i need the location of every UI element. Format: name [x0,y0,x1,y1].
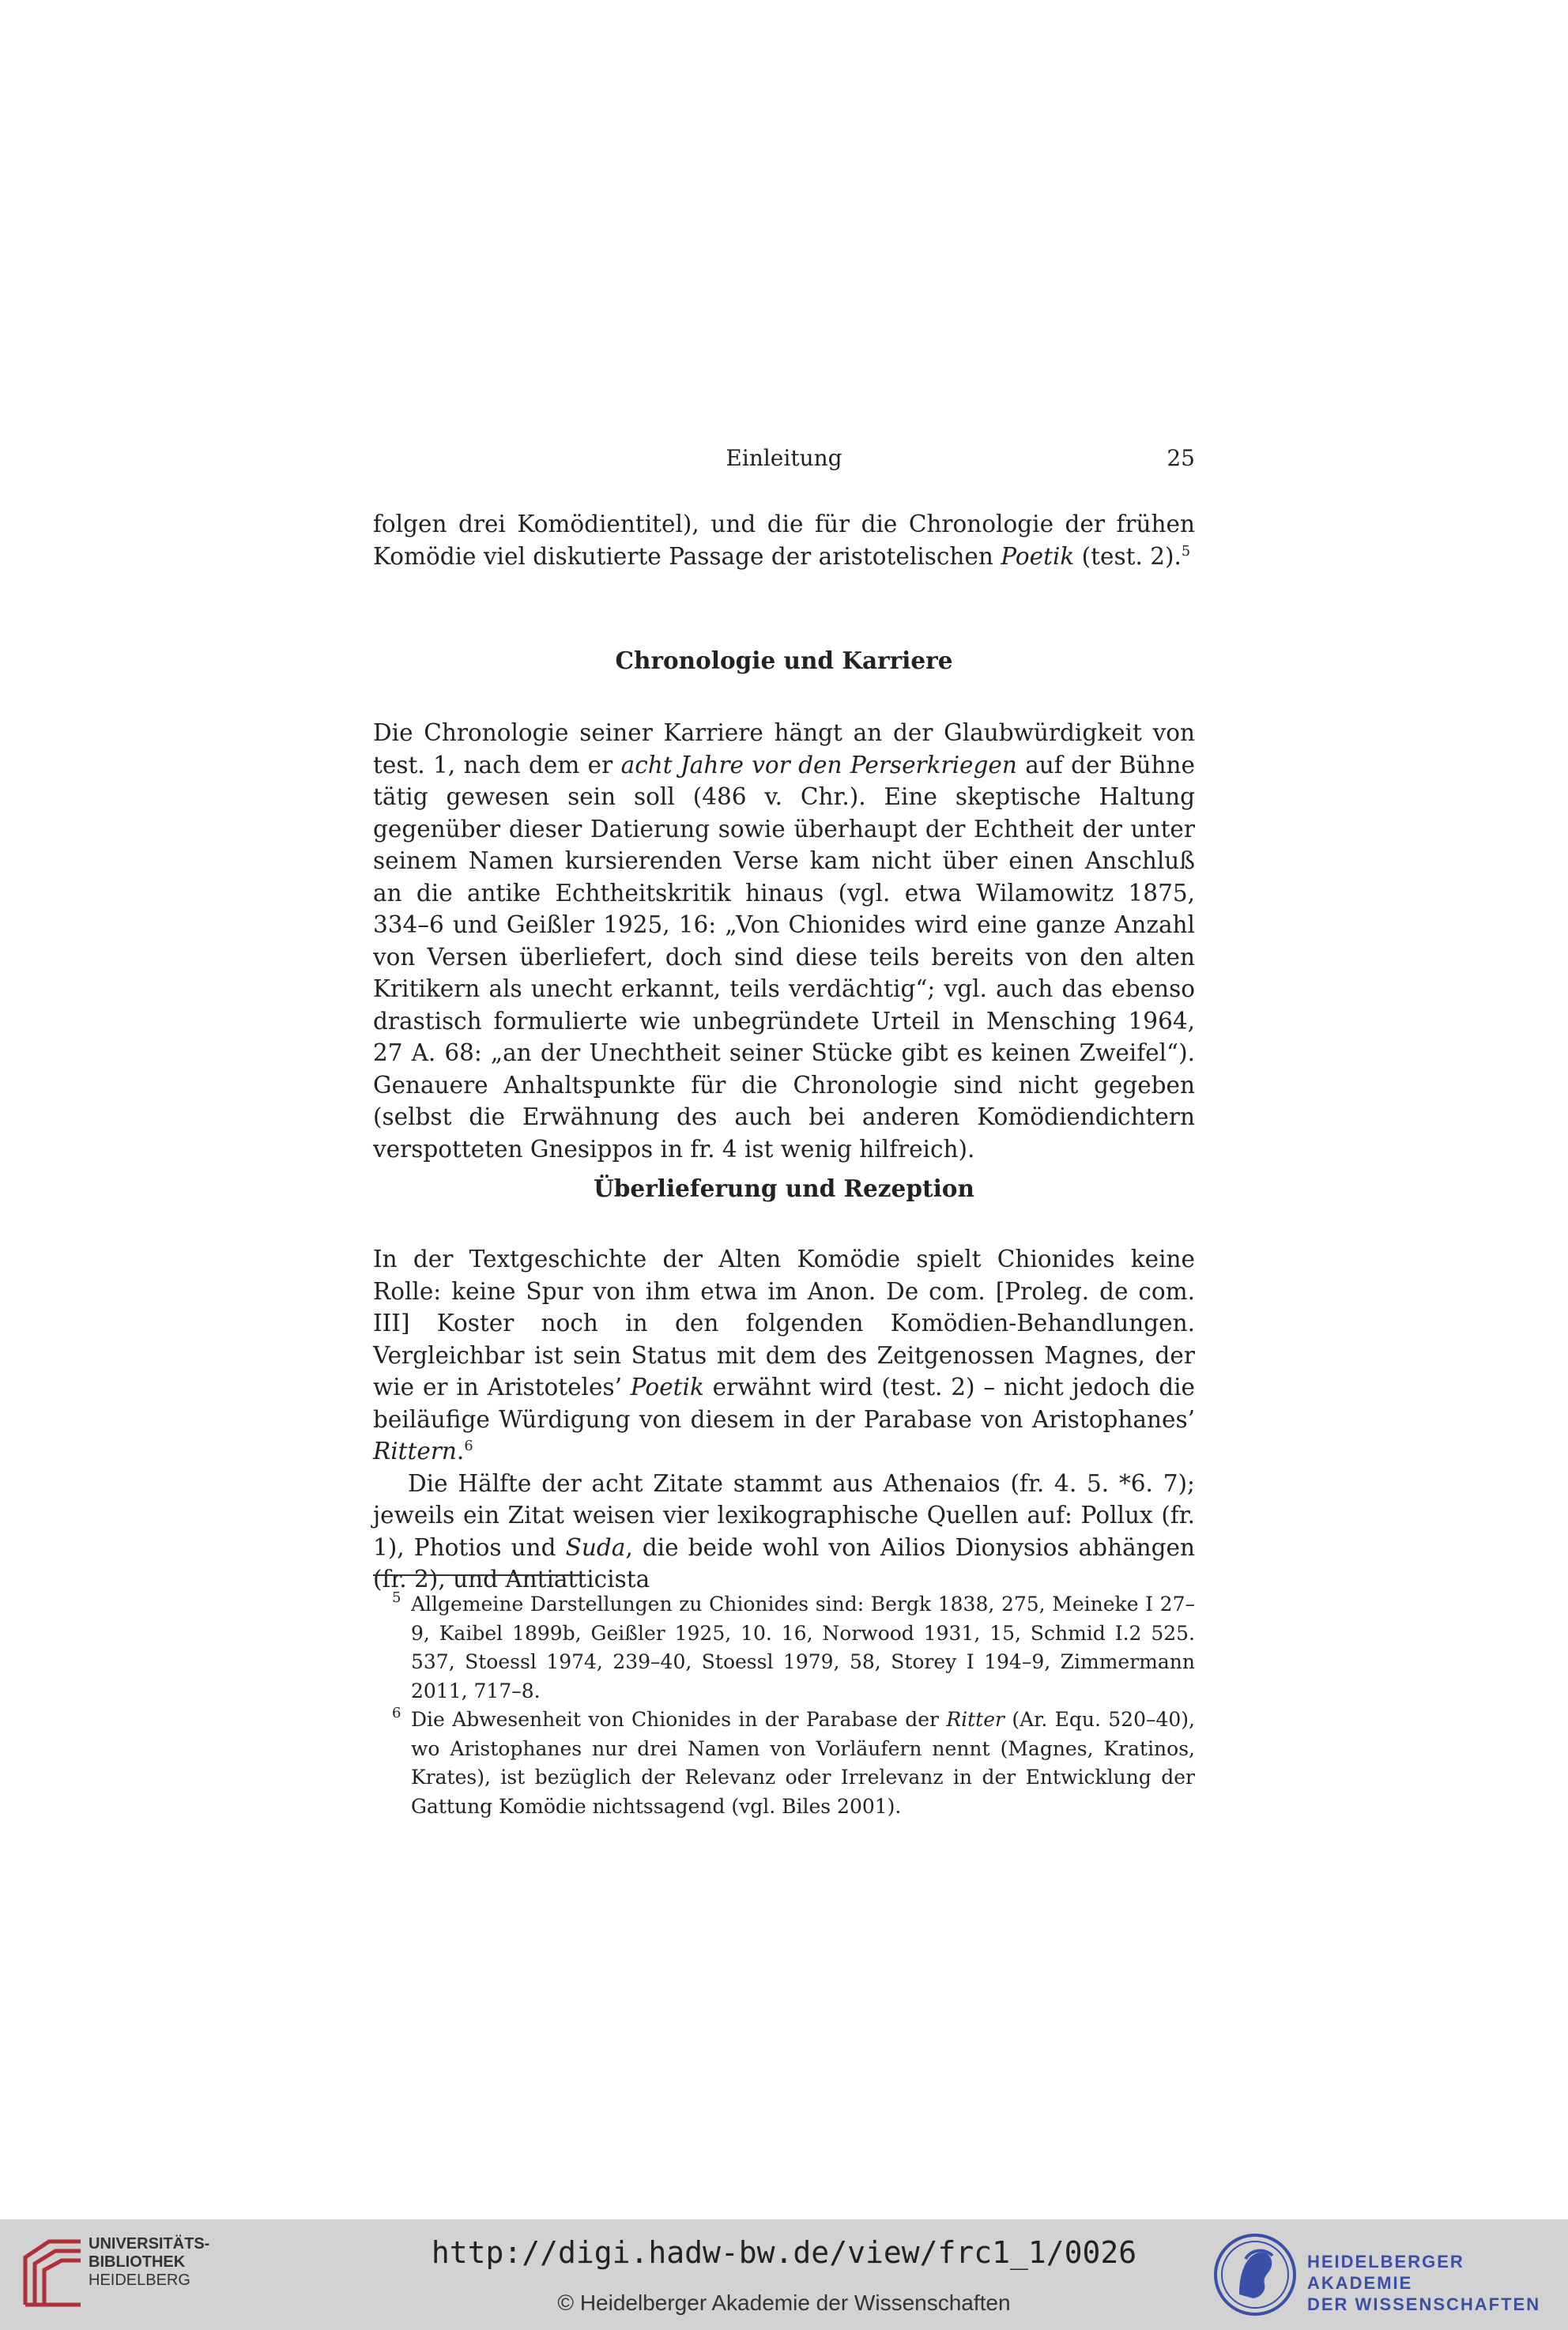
footnote-ref: 6 [464,1438,473,1455]
footnote-5: 5 Allgemeine Darstellungen zu Chionides sind: Bergk 1838, 275, Meineke I 27–9, Kaibel 1899b, Geißler 1925, 10. 16, Norwood 1931, 15, Schmid I.2 525. 537, Stoessl 1974, 239–40, Stoessl 1979, 58, Storey I 194–9, Zimmermann 2011, 717–8. [373,1590,1195,1706]
footnote-ref: 5 [1181,543,1191,560]
running-header-title: Einleitung [726,445,842,471]
academy-name: HEIDELBERGER AKADEMIE DER WISSENSCHAFTEN [1307,2252,1541,2314]
footnote-number: 5 [392,1589,401,1606]
footnotes [373,1590,1195,1821]
footnote-6: 6 Die Abwesenheit von Chionides in der Parabase der Ritter (Ar. Equ. 520–40), wo Aristophanes nur drei Namen von Vorläufern nennt (Magnes, Kratinos, Krates), ist bezüglich der Relevanz oder Irrelevanz in der Entwicklung der Gattung Komödie nichtssagend (vgl. Biles 2001). [373,1706,1195,1821]
italic-term: Poetik [1001,542,1075,570]
running-header [373,445,1195,480]
section-heading-ueberlieferung: Überlieferung und Rezeption [594,1174,974,1202]
footnote-number: 6 [392,1705,401,1721]
italic-phrase: acht Jahre vor den Perserkriegen [620,751,1017,779]
footer-bar [0,2219,1568,2330]
page-number: 25 [1167,445,1195,471]
section2-body [373,1243,1195,1596]
section2-paragraph-1: In der Textgeschichte der Alten Komödie spielt Chionides keine Rolle: keine Spur von ihm etwa im Anon. De com. [Proleg. de com. III] Koster noch in den folgenden Komödien-Behandlungen. Vergleichbar ist sein Status mit dem des Zeitgenossen Magnes, der wie er in Aristoteles’ Poetik erwähnt wird (test. 2) – nicht jedoch die beiläufige Würdigung von diesem in der Parabase von Aristophanes’ Rittern.$^6$ [373,1246,1195,1465]
section1-paragraph: Die Chronologie seiner Karriere hängt an der Glaubwürdigkeit von test. 1, nach dem er acht Jahre vor den Perserkriegen auf der Bühne tätig gewesen sein soll (486 v. Chr.). Eine skeptische Haltung gegenüber dieser Datierung sowie überhaupt der Echtheit der unter seinem Namen kursierenden Verse kam nicht über einen Anschluß an die antike Echtheitskritik hinaus (vgl. etwa Wilamowitz 1875, 334–6 und Geißler 1925, 16: „Von Chionides wird eine ganze Anzahl von Versen überliefert, doch sind diese teils bereits von den alten Kritikern als unecht erkannt, teils verdächtig“; vgl. auch das ebenso drastisch formulierte wie unbegründete Urteil in Mensching 1964, 27 A. 68: „an der Unechtheit seiner Stücke gibt es keinen Zweifel“). Genauere Anhaltspunkte für die Chronologie sind nicht gegeben (selbst die Erwähnung des auch bei anderen Komödiendichtern verspotteten Gnesippos in fr. 4 ist wenig hilfreich). [373,719,1196,1163]
intro-paragraph: folgen drei Komödientitel), und die für die Chronologie der frühen Komödie viel diskutierte Passage der aristotelischen Poetik (test. 2).$^5$ [373,511,1195,570]
university-library-name: UNIVERSITÄTS- BIBLIOTHEK HEIDELBERG [89,2235,210,2289]
section2-paragraph-2: Die Hälfte der acht Zitate stammt aus Athenaios (fr. 4. 5. *6. 7); jeweils ein Zitat weisen vier lexikographische Quellen auf: Pollux (fr. 1), Photios und Suda, die beide wohl von Ailios Dionysios abhängen (fr. 2), und Antiatticista [373,1469,1195,1593]
footer-copyright: © Heidelberger Akademie der Wissenschaften [557,2290,1011,2315]
footer-url-link[interactable]: http://digi.hadw-bw.de/view/frc1_1/0026 [431,2235,1137,2270]
footnote-divider [373,1574,585,1576]
section-heading-chronologie: Chronologie und Karriere [615,647,953,674]
